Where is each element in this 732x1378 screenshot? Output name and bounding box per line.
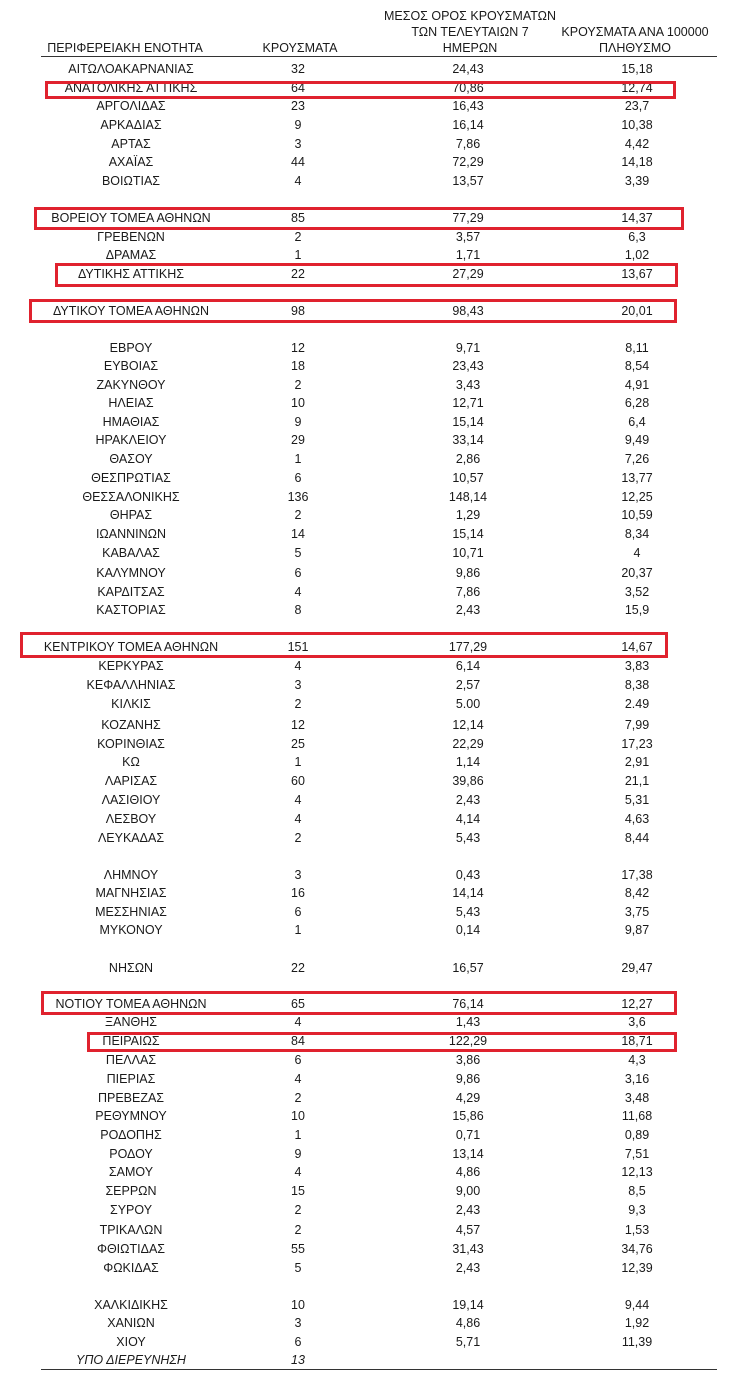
row-region-name: ΘΗΡΑΣ	[109, 508, 153, 522]
avg-header-line3: ΗΜΕΡΩΝ	[442, 41, 498, 55]
row-cases: 4	[294, 1165, 302, 1179]
row-per100k: 8,11	[625, 341, 649, 355]
row-region-name: ΚΩ	[122, 755, 140, 769]
row-region-name: ΧΙΟΥ	[116, 1335, 146, 1349]
row-cases: 2	[294, 1091, 302, 1105]
row-region-name: ΠΕΛΛΑΣ	[105, 1053, 157, 1067]
row-cases: 29	[291, 433, 305, 447]
per100k-header-line1: ΚΡΟΥΣΜΑΤΑ ΑΝΑ 100000	[561, 25, 709, 39]
row-cases: 136	[287, 490, 309, 504]
row-cases: 6	[294, 905, 302, 919]
row-avg7: 4,86	[455, 1316, 481, 1330]
row-per100k: 8,34	[624, 527, 650, 541]
row-cases: 6	[294, 566, 302, 580]
row-cases: 3	[294, 1316, 302, 1330]
row-avg7: 2,86	[455, 452, 481, 466]
row-avg7: 5.00	[455, 697, 481, 711]
row-avg7: 0,43	[455, 868, 481, 882]
row-cases: 9	[294, 415, 302, 429]
row-avg7: 16,43	[452, 99, 484, 113]
row-per100k: 12,74	[621, 81, 653, 95]
row-avg7: 27,29	[452, 267, 484, 281]
row-per100k: 3,52	[624, 585, 650, 599]
row-region-name: ΚΙΛΚΙΣ	[111, 697, 151, 711]
row-avg7: 7,86	[455, 137, 481, 151]
row-cases: 4	[294, 1015, 302, 1029]
row-cases: 4	[294, 1072, 302, 1086]
row-region-name: ΝΗΣΩΝ	[108, 961, 154, 975]
row-avg7: 7,86	[455, 585, 481, 599]
row-avg7: 72,29	[452, 155, 484, 169]
footer-label: ΥΠΟ ΔΙΕΡΕΥΝΗΣΗ	[76, 1353, 186, 1367]
row-avg7: 5,43	[455, 831, 481, 845]
row-avg7: 12,14	[452, 718, 484, 732]
row-per100k: 11,68	[621, 1109, 653, 1123]
highlight-box	[87, 1032, 677, 1052]
row-cases: 65	[291, 997, 305, 1011]
row-cases: 44	[291, 155, 305, 169]
row-avg7: 148,14	[448, 490, 488, 504]
row-avg7: 15,14	[452, 527, 484, 541]
row-cases: 98	[291, 304, 305, 318]
row-avg7: 98,43	[452, 304, 484, 318]
row-avg7: 1,14	[455, 755, 481, 769]
row-cases: 60	[291, 774, 305, 788]
row-avg7: 0,71	[455, 1128, 481, 1142]
row-avg7: 16,57	[452, 961, 484, 975]
row-per100k: 2,91	[624, 755, 650, 769]
row-region-name: ΝΟΤΙΟΥ ΤΟΜΕΑ ΑΘΗΝΩΝ	[55, 997, 207, 1011]
row-region-name: ΚΟΡΙΝΘΙΑΣ	[97, 737, 165, 751]
row-avg7: 10,71	[452, 546, 484, 560]
row-region-name: ΘΑΣΟΥ	[109, 452, 153, 466]
row-cases: 2	[294, 378, 302, 392]
row-avg7: 1,43	[455, 1015, 481, 1029]
row-avg7: 39,86	[452, 774, 484, 788]
row-per100k: 8,5	[628, 1184, 646, 1198]
per100k-header-line2: ΠΛΗΘΥΣΜΟ	[599, 41, 671, 55]
row-cases: 2	[294, 1223, 302, 1237]
row-region-name: ΑΧΑΪΑΣ	[108, 155, 154, 169]
row-cases: 14	[291, 527, 305, 541]
row-cases: 8	[294, 603, 302, 617]
row-per100k: 6,28	[624, 396, 650, 410]
row-cases: 85	[291, 211, 305, 225]
row-avg7: 1,29	[455, 508, 481, 522]
row-cases: 16	[291, 886, 305, 900]
row-cases: 3	[294, 868, 302, 882]
row-per100k: 12,39	[621, 1261, 653, 1275]
row-per100k: 21,1	[624, 774, 650, 788]
row-per100k: 6,4	[628, 415, 646, 429]
row-per100k: 13,77	[621, 471, 653, 485]
row-cases: 6	[294, 1335, 302, 1349]
row-per100k: 8,44	[624, 831, 650, 845]
row-region-name: ΚΕΝΤΡΙΚΟΥ ΤΟΜΕΑ ΑΘΗΝΩΝ	[43, 640, 219, 654]
row-avg7: 19,14	[452, 1298, 484, 1312]
row-per100k: 4	[633, 546, 641, 560]
row-per100k: 12,25	[621, 490, 653, 504]
row-avg7: 3,57	[455, 230, 481, 244]
row-region-name: ΑΡΤΑΣ	[111, 137, 151, 151]
row-per100k: 6,3	[628, 230, 646, 244]
row-per100k: 9,49	[624, 433, 650, 447]
row-region-name: ΡΟΔΟΥ	[109, 1147, 153, 1161]
row-cases: 151	[287, 640, 309, 654]
row-region-name: ΛΗΜΝΟΥ	[103, 868, 159, 882]
row-per100k: 1,53	[624, 1223, 650, 1237]
row-cases: 2	[294, 508, 302, 522]
row-region-name: ΧΑΝΙΩΝ	[107, 1316, 155, 1330]
row-avg7: 5,71	[455, 1335, 481, 1349]
row-per100k: 3,83	[624, 659, 650, 673]
row-cases: 10	[291, 1109, 305, 1123]
row-region-name: ΠΙΕΡΙΑΣ	[106, 1072, 156, 1086]
row-per100k: 15,18	[621, 62, 653, 76]
row-per100k: 14,37	[621, 211, 653, 225]
row-per100k: 9,87	[624, 923, 650, 937]
row-per100k: 9,44	[624, 1298, 650, 1312]
row-avg7: 13,57	[452, 174, 484, 188]
row-region-name: ΒΟΙΩΤΙΑΣ	[101, 174, 161, 188]
row-region-name: ΠΡΕΒΕΖΑΣ	[97, 1091, 165, 1105]
row-cases: 5	[294, 546, 302, 560]
row-avg7: 16,14	[452, 118, 484, 132]
row-cases: 5	[294, 1261, 302, 1275]
row-avg7: 2,43	[455, 603, 481, 617]
row-cases: 22	[291, 267, 305, 281]
row-per100k: 0,89	[624, 1128, 650, 1142]
row-per100k: 8,54	[624, 359, 650, 373]
row-cases: 12	[291, 718, 305, 732]
row-cases: 6	[294, 471, 302, 485]
row-region-name: ΛΕΥΚΑΔΑΣ	[97, 831, 165, 845]
row-cases: 12	[291, 341, 305, 355]
row-per100k: 3,75	[624, 905, 650, 919]
row-avg7: 15,86	[452, 1109, 484, 1123]
row-per100k: 17,23	[621, 737, 653, 751]
row-avg7: 177,29	[448, 640, 488, 654]
row-per100k: 17,38	[621, 868, 653, 882]
row-per100k: 20,01	[621, 304, 653, 318]
row-region-name: ΔΥΤΙΚΗΣ ΑΤΤΙΚΗΣ	[78, 267, 184, 281]
row-cases: 10	[291, 396, 305, 410]
row-region-name: ΜΑΓΝΗΣΙΑΣ	[95, 886, 167, 900]
row-per100k: 14,18	[621, 155, 653, 169]
row-cases: 9	[294, 1147, 302, 1161]
row-region-name: ΚΟΖΑΝΗΣ	[101, 718, 161, 732]
row-region-name: ΑΙΤΩΛΟΑΚΑΡΝΑΝΙΑΣ	[68, 62, 194, 76]
row-region-name: ΖΑΚΥΝΘΟΥ	[96, 378, 166, 392]
row-avg7: 22,29	[452, 737, 484, 751]
row-cases: 3	[294, 137, 302, 151]
row-per100k: 23,7	[624, 99, 650, 113]
header-rule	[41, 56, 717, 57]
row-region-name: ΑΡΓΟΛΙΔΑΣ	[96, 99, 166, 113]
row-per100k: 13,67	[621, 267, 653, 281]
row-region-name: ΜΕΣΣΗΝΙΑΣ	[95, 905, 167, 919]
row-avg7: 2,43	[455, 1261, 481, 1275]
row-cases: 10	[291, 1298, 305, 1312]
row-per100k: 3,16	[624, 1072, 650, 1086]
row-per100k: 12,27	[621, 997, 653, 1011]
row-cases: 4	[294, 793, 302, 807]
row-region-name: ΛΕΣΒΟΥ	[105, 812, 157, 826]
row-region-name: ΚΑΣΤΟΡΙΑΣ	[96, 603, 166, 617]
row-region-name: ΔΥΤΙΚΟΥ ΤΟΜΕΑ ΑΘΗΝΩΝ	[52, 304, 210, 318]
row-region-name: ΧΑΛΚΙΔΙΚΗΣ	[94, 1298, 168, 1312]
row-avg7: 1,71	[455, 248, 481, 262]
row-per100k: 29,47	[621, 961, 653, 975]
row-avg7: 122,29	[448, 1034, 488, 1048]
avg-header-line1: ΜΕΣΟΣ ΟΡΟΣ ΚΡΟΥΣΜΑΤΩΝ	[383, 9, 557, 23]
row-per100k: 7,99	[624, 718, 650, 732]
row-region-name: ΗΛΕΙΑΣ	[108, 396, 154, 410]
row-per100k: 4,91	[624, 378, 650, 392]
row-avg7: 14,14	[452, 886, 484, 900]
row-cases: 4	[294, 585, 302, 599]
row-avg7: 76,14	[452, 997, 484, 1011]
row-cases: 1	[294, 248, 302, 262]
row-region-name: ΒΟΡΕΙΟΥ ΤΟΜΕΑ ΑΘΗΝΩΝ	[51, 211, 211, 225]
row-region-name: ΚΕΦΑΛΛΗΝΙΑΣ	[86, 678, 176, 692]
row-per100k: 15,9	[624, 603, 650, 617]
row-region-name: ΚΑΒΑΛΑΣ	[102, 546, 160, 560]
row-per100k: 18,71	[621, 1034, 653, 1048]
row-region-name: ΦΩΚΙΔΑΣ	[103, 1261, 159, 1275]
row-avg7: 9,00	[455, 1184, 481, 1198]
row-per100k: 4,3	[628, 1053, 646, 1067]
row-per100k: 12,13	[621, 1165, 653, 1179]
avg-header-line2: ΤΩΝ ΤΕΛΕΥΤΑΙΩΝ 7	[411, 25, 529, 39]
row-per100k: 8,42	[624, 886, 650, 900]
row-region-name: ΔΡΑΜΑΣ	[105, 248, 157, 262]
row-cases: 4	[294, 812, 302, 826]
row-per100k: 7,51	[624, 1147, 650, 1161]
row-per100k: 2.49	[624, 697, 650, 711]
row-region-name: ΕΥΒΟΙΑΣ	[103, 359, 159, 373]
row-per100k: 3,39	[624, 174, 650, 188]
region-header: ΠΕΡΙΦΕΡΕΙΑΚΗ ΕΝΟΤΗΤΑ	[47, 41, 203, 55]
row-avg7: 4,57	[455, 1223, 481, 1237]
row-per100k: 10,38	[621, 118, 653, 132]
row-cases: 1	[294, 923, 302, 937]
row-avg7: 9,86	[455, 566, 481, 580]
row-region-name: ΤΡΙΚΑΛΩΝ	[99, 1223, 163, 1237]
row-per100k: 20,37	[621, 566, 653, 580]
row-cases: 23	[291, 99, 305, 113]
row-per100k: 8,38	[624, 678, 650, 692]
row-cases: 3	[294, 678, 302, 692]
footer-cases: 13	[291, 1353, 305, 1367]
row-cases: 15	[291, 1184, 305, 1198]
row-cases: 6	[294, 1053, 302, 1067]
row-region-name: ΗΜΑΘΙΑΣ	[102, 415, 160, 429]
row-avg7: 5,43	[455, 905, 481, 919]
row-avg7: 13,14	[452, 1147, 484, 1161]
row-cases: 9	[294, 118, 302, 132]
row-avg7: 2,57	[455, 678, 481, 692]
row-region-name: ΣΑΜΟΥ	[108, 1165, 154, 1179]
row-cases: 1	[294, 452, 302, 466]
row-region-name: ΗΡΑΚΛΕΙΟΥ	[95, 433, 167, 447]
row-per100k: 11,39	[621, 1335, 653, 1349]
row-cases: 2	[294, 1203, 302, 1217]
row-cases: 84	[291, 1034, 305, 1048]
row-avg7: 4,14	[455, 812, 481, 826]
row-cases: 4	[294, 174, 302, 188]
row-region-name: ΚΑΛΥΜΝΟΥ	[96, 566, 166, 580]
row-cases: 2	[294, 831, 302, 845]
row-avg7: 6,14	[455, 659, 481, 673]
row-region-name: ΜΥΚΟΝΟΥ	[99, 923, 163, 937]
row-region-name: ΑΝΑΤΟΛΙΚΗΣ ΑΤΤΙΚΗΣ	[64, 81, 198, 95]
row-region-name: ΕΒΡΟΥ	[109, 341, 153, 355]
row-region-name: ΚΑΡΔΙΤΣΑΣ	[97, 585, 165, 599]
row-cases: 55	[291, 1242, 305, 1256]
row-cases: 25	[291, 737, 305, 751]
row-avg7: 77,29	[452, 211, 484, 225]
row-avg7: 70,86	[452, 81, 484, 95]
row-per100k: 5,31	[624, 793, 650, 807]
row-cases: 18	[291, 359, 305, 373]
row-per100k: 4,42	[624, 137, 650, 151]
row-region-name: ΠΕΙΡΑΙΩΣ	[102, 1034, 160, 1048]
row-avg7: 9,86	[455, 1072, 481, 1086]
row-per100k: 1,02	[624, 248, 650, 262]
row-avg7: 31,43	[452, 1242, 484, 1256]
row-avg7: 4,86	[455, 1165, 481, 1179]
row-per100k: 10,59	[621, 508, 653, 522]
row-per100k: 1,92	[624, 1316, 650, 1330]
row-region-name: ΛΑΣΙΘΙΟΥ	[101, 793, 161, 807]
row-avg7: 24,43	[452, 62, 484, 76]
row-region-name: ΓΡΕΒΕΝΩΝ	[97, 230, 165, 244]
row-avg7: 10,57	[452, 471, 484, 485]
row-avg7: 3,86	[455, 1053, 481, 1067]
row-per100k: 9,3	[628, 1203, 646, 1217]
row-cases: 1	[294, 1128, 302, 1142]
row-cases: 4	[294, 659, 302, 673]
row-per100k: 7,26	[624, 452, 650, 466]
row-region-name: ΦΘΙΩΤΙΔΑΣ	[96, 1242, 166, 1256]
row-per100k: 3,6	[628, 1015, 646, 1029]
row-cases: 2	[294, 697, 302, 711]
row-cases: 2	[294, 230, 302, 244]
row-region-name: ΙΩΑΝΝΙΝΩΝ	[95, 527, 167, 541]
row-region-name: ΣΥΡΟΥ	[109, 1203, 153, 1217]
row-per100k: 34,76	[621, 1242, 653, 1256]
row-region-name: ΞΑΝΘΗΣ	[105, 1015, 157, 1029]
row-per100k: 14,67	[621, 640, 653, 654]
row-cases: 1	[294, 755, 302, 769]
row-region-name: ΘΕΣΠΡΩΤΙΑΣ	[91, 471, 171, 485]
footer-rule	[41, 1369, 717, 1370]
row-avg7: 4,29	[455, 1091, 481, 1105]
row-region-name: ΡΕΘΥΜΝΟΥ	[95, 1109, 167, 1123]
row-avg7: 0,14	[455, 923, 481, 937]
row-region-name: ΣΕΡΡΩΝ	[105, 1184, 157, 1198]
row-region-name: ΑΡΚΑΔΙΑΣ	[100, 118, 162, 132]
cases-header: ΚΡΟΥΣΜΑΤΑ	[262, 41, 338, 55]
row-avg7: 2,43	[455, 1203, 481, 1217]
row-avg7: 33,14	[452, 433, 484, 447]
row-avg7: 23,43	[452, 359, 484, 373]
row-avg7: 3,43	[455, 378, 481, 392]
per100k-header	[540, 24, 730, 56]
row-region-name: ΘΕΣΣΑΛΟΝΙΚΗΣ	[82, 490, 180, 504]
row-avg7: 2,43	[455, 793, 481, 807]
row-avg7: 9,71	[455, 341, 481, 355]
row-region-name: ΚΕΡΚΥΡΑΣ	[98, 659, 164, 673]
row-cases: 22	[291, 961, 305, 975]
row-per100k: 3,48	[624, 1091, 650, 1105]
row-avg7: 12,71	[452, 396, 484, 410]
row-region-name: ΡΟΔΟΠΗΣ	[100, 1128, 162, 1142]
row-cases: 32	[291, 62, 305, 76]
row-avg7: 15,14	[452, 415, 484, 429]
row-region-name: ΛΑΡΙΣΑΣ	[104, 774, 158, 788]
row-cases: 64	[291, 81, 305, 95]
row-per100k: 4,63	[624, 812, 650, 826]
